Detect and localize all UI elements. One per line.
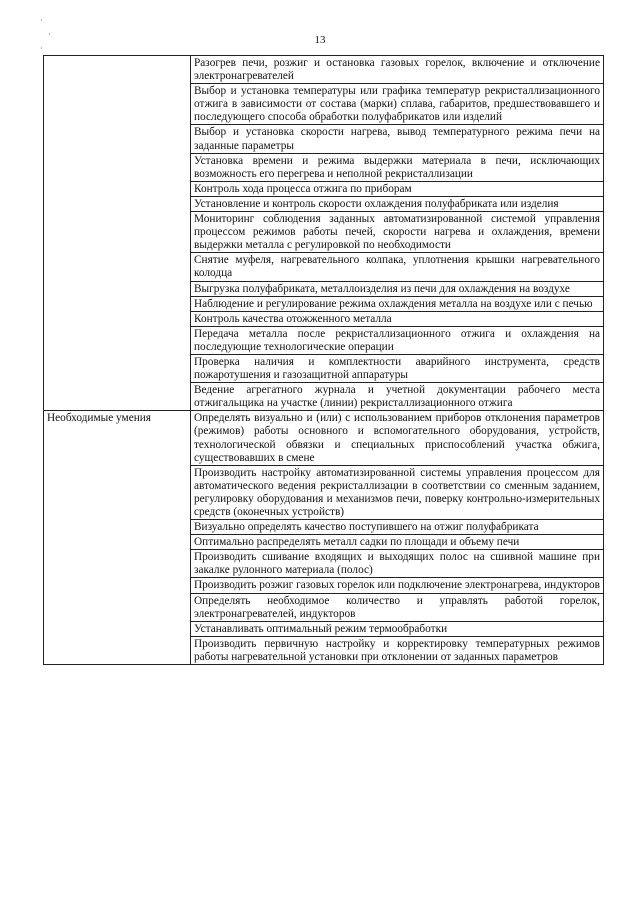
category-cell-labor-actions — [44, 56, 191, 411]
table-cell: Определять необходимое количество и управлять работой горелок, электронагревателей, индукторов — [191, 593, 604, 621]
table-cell: Установка времени и режима выдержки материала в печи, исключающих возможность его перегрева и неполной рекристаллизации — [191, 153, 604, 181]
table-cell: Ведение агрегатного журнала и учетной документации рабочего места отжигальщика на участке (линии) рекристаллизационного отжига — [191, 383, 604, 411]
table-cell: Визуально определять качество поступившего на отжиг полуфабриката — [191, 520, 604, 535]
table-cell: Наблюдение и регулирование режима охлаждения металла на воздухе или с печью — [191, 296, 604, 311]
table-cell: Производить сшивание входящих и выходящих полос на сшивной машине при закалке рулонного материала (полос) — [191, 550, 604, 578]
table-cell: Выбор и установка скорости нагрева, вывод температурного режима печи на заданные параметры — [191, 125, 604, 153]
competency-table — [43, 55, 604, 665]
table-cell: Проверка наличия и комплектности аварийного инструмента, средств пожаротушения и газозащитной аппаратуры — [191, 354, 604, 382]
table-cell: Выгрузка полуфабриката, металлоизделия из печи для охлаждения на воздухе — [191, 281, 604, 296]
table-cell: Снятие муфеля, нагревательного колпака, уплотнения крышки нагревательного колодца — [191, 253, 604, 281]
table-cell: Устанавливать оптимальный режим термообработки — [191, 621, 604, 636]
table-cell: Мониторинг соблюдения заданных автоматизированной системой управления процессом режимов работы печей, скорости нагрева и охлаждения, времени выдержки металла с регулировкой по необходимости — [191, 212, 604, 253]
category-cell-required-skills: Необходимые умения — [44, 411, 191, 665]
table-cell: Контроль хода процесса отжига по приборам — [191, 181, 604, 196]
table-cell: Контроль качества отожженного металла — [191, 311, 604, 326]
table-cell: Производить первичную настройку и корректировку температурных режимов работы нагревательной установки при отклонении от заданных параметров — [191, 636, 604, 664]
table-row — [44, 411, 604, 465]
table-cell: Разогрев печи, розжиг и остановка газовых горелок, включение и отключение электронагревателей — [191, 56, 604, 84]
scan-specks: · · · — [40, 16, 51, 53]
table-cell: Передача металла после рекристаллизационного отжига и охлаждения на последующие технологические операции — [191, 326, 604, 354]
page-number: 13 — [314, 34, 326, 46]
table-cell: Определять визуально и (или) с использованием приборов отклонения параметров (режимов) работы основного и вспомогательного оборудования, устройств, технологической обвязки и специальных приспособлений участка обжига, существовавших в смене — [191, 411, 604, 465]
table-row — [44, 56, 604, 84]
table-cell: Выбор и установка температуры или графика температур рекристаллизационного отжига в зависимости от состава (марки) сплава, габаритов, предшествовавшего и последующего способа обработки полуфабрикатов или изделий — [191, 84, 604, 125]
table-cell: Производить настройку автоматизированной системы управления процессом для автоматического ведения рекристаллизации в соответствии со сменным заданием, регулировку оборудования и механизмов печи, поверку контрольно-измерительных средств (оконечных устройств) — [191, 465, 604, 519]
table-cell: Установление и контроль скорости охлаждения полуфабриката или изделия — [191, 196, 604, 211]
table-cell: Производить розжиг газовых горелок или подключение электронагрева, индукторов — [191, 578, 604, 593]
table-cell: Оптимально распределять металл садки по площади и объему печи — [191, 535, 604, 550]
